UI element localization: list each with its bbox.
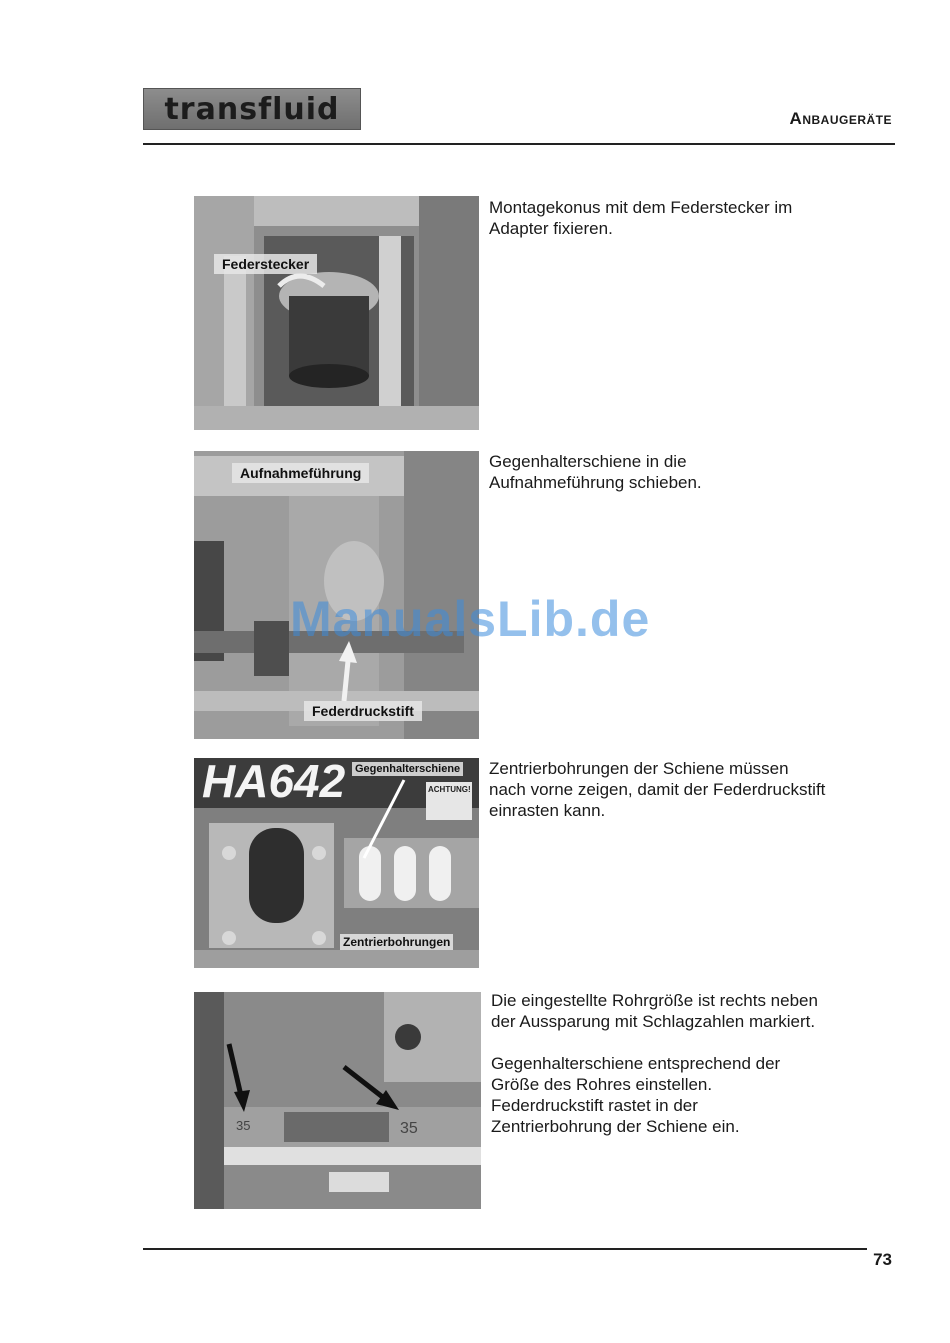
watermark: ManualsLib.de: [290, 591, 651, 647]
photo-federstecker-illustration: [194, 196, 479, 430]
step-1-paragraph: Montagekonus mit dem Federstecker im Adapter fixieren.: [489, 198, 793, 238]
logo-text: transfluid: [164, 91, 340, 127]
step-1-text: [489, 197, 819, 251]
step-3-paragraph: Zentrierbohrungen der Schiene müssen nach vorne zeigen, damit der Federdruckstift einrasten kann.: [489, 759, 826, 820]
section-title: Anbaugeräte: [789, 109, 892, 128]
label-gegenhalterschiene: Gegenhalterschiene: [352, 762, 463, 776]
photo-rohrgroesse: [194, 992, 481, 1209]
transfluid-logo: [143, 88, 361, 130]
label-ha642: HA642: [202, 758, 346, 807]
photo-zentrierbohrungen: [194, 758, 479, 968]
photo-rohrgroesse-illustration: [194, 992, 481, 1209]
photo-federstecker: [194, 196, 479, 430]
label-achtung: ACHTUNG!: [428, 785, 471, 794]
step-2-paragraph: Gegenhalterschiene in die Aufnahmeführung schieben.: [489, 452, 702, 492]
step-4-paragraph-2: Gegenhalterschiene entsprechend der Größe des Rohres einstellen. Federdruckstift rastet in der Zentrierbohrung der Schiene ein.: [491, 1054, 781, 1136]
footer-rule: [143, 1248, 867, 1250]
step-2-text: [489, 451, 819, 505]
step-3-text: [489, 758, 829, 833]
step-4-text: [491, 990, 821, 1149]
header-rule: [143, 143, 895, 145]
label-size-left: 35: [236, 1118, 251, 1133]
label-federstecker: Federstecker: [214, 254, 317, 274]
page-number: 73: [873, 1250, 892, 1269]
label-size-right: 35: [400, 1120, 418, 1137]
label-zentrierbohrungen: Zentrierbohrungen: [340, 934, 453, 950]
step-4-paragraph-1: Die eingestellte Rohrgröße ist rechts neben der Aussparung mit Schlagzahlen markiert.: [491, 991, 818, 1031]
label-aufnahmefuehrung: Aufnahmeführung: [232, 463, 369, 483]
label-federdruckstift: Federdruckstift: [304, 701, 422, 721]
